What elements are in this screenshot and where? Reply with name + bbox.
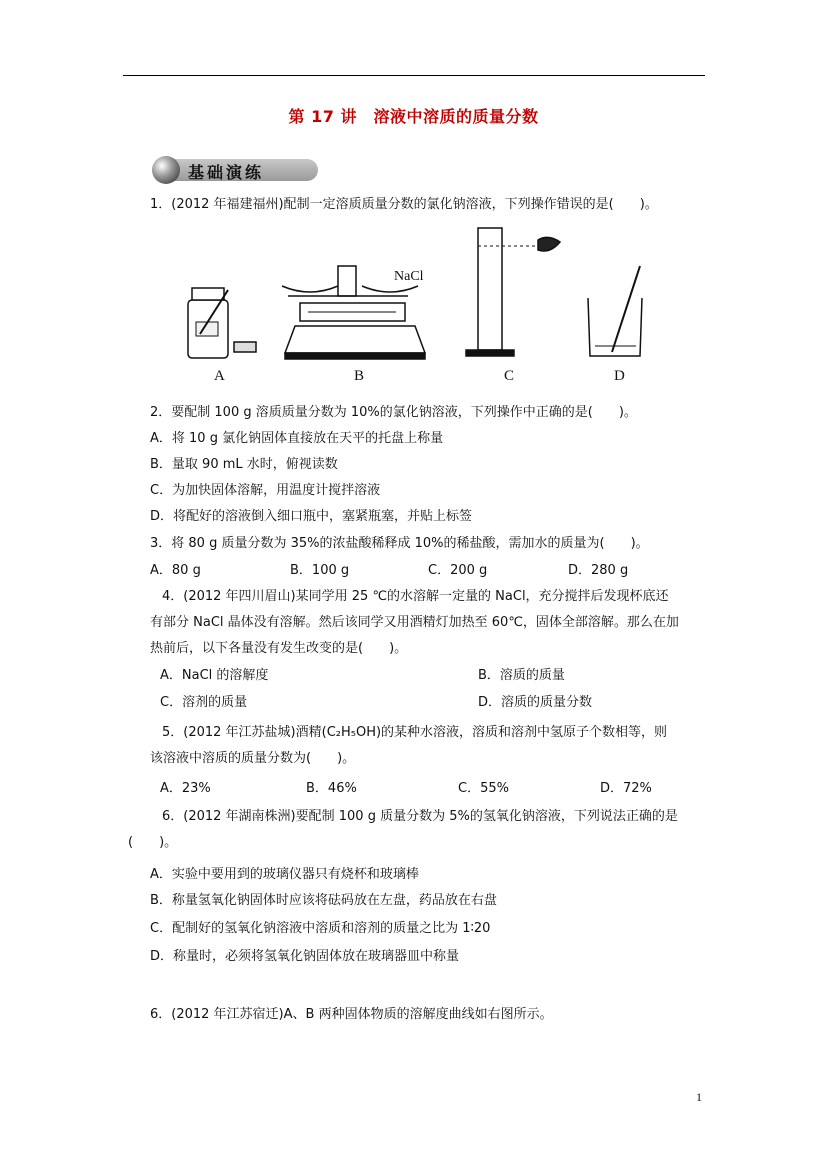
q2-option-c: C．为加快固体溶解，用温度计搅拌溶液 [150, 483, 381, 498]
banner-ball-icon [152, 156, 180, 184]
q4-option-c: C．溶剂的质量 [160, 695, 248, 710]
q3-option-a: A．80 g [150, 563, 201, 578]
apparatus-drawing [170, 218, 670, 393]
q3-option-c: C．200 g [428, 563, 488, 578]
beaker-icon [588, 266, 642, 356]
section-title: 基础演练 [188, 163, 265, 182]
figure-label-d: D [614, 368, 625, 384]
page-number: 1 [696, 1090, 702, 1104]
q3-option-b: B．100 g [290, 563, 350, 578]
question-6-line-1: 6．(2012 年湖南株洲)要配制 100 g 质量分数为 5%的氢氧化钠溶液，下列说法正确的是 [162, 809, 678, 824]
question-2: 2．要配制 100 g 溶质质量分数为 10%的氯化钠溶液，下列操作中正确的是( )。 [150, 405, 637, 420]
q6-option-a: A．实验中要用到的玻璃仪器只有烧杯和玻璃棒 [150, 867, 419, 882]
q5-option-d: D．72% [600, 781, 652, 796]
q2-option-a: A．将 10 g 氯化钠固体直接放在天平的托盘上称量 [150, 431, 444, 446]
header-rule [123, 75, 705, 76]
question-4-line-1: 4．(2012 年四川眉山)某同学用 25 ℃的水溶解一定量的 NaCl，充分搅拌后发现杯底还 [162, 589, 669, 604]
q6-option-c: C．配制好的氢氧化钠溶液中溶质和溶剂的质量之比为 1∶20 [150, 921, 491, 936]
q6-option-d: D．称量时，必须将氢氧化钠固体放在玻璃器皿中称量 [150, 949, 460, 964]
q4-option-d: D．溶质的质量分数 [478, 695, 593, 710]
figure-label-b: B [354, 368, 365, 384]
question-3: 3．将 80 g 质量分数为 35%的浓盐酸稀释成 10%的稀盐酸，需加水的质量为( )。 [150, 536, 649, 551]
question-5-line-2: 该溶液中溶质的质量分数为( )。 [150, 751, 356, 766]
nacl-label: NaCl [394, 269, 424, 284]
question-4-line-3: 热前后，以下各量没有发生改变的是( )。 [150, 641, 408, 656]
q4-option-b: B．溶质的质量 [478, 668, 565, 683]
question-4-line-2: 有部分 NaCl 晶体没有溶解。然后该同学又用酒精灯加热至 60℃，固体全部溶解。那么在加 [150, 615, 679, 630]
section-banner [150, 155, 325, 187]
page-title: 第 17 讲 溶液中溶质的质量分数 [288, 107, 539, 126]
figure-label-c: C [504, 368, 515, 384]
question-7: 6．(2012 年江苏宿迁)A、B 两种固体物质的溶解度曲线如右图所示。 [150, 1007, 553, 1022]
graduated-cylinder-icon [466, 228, 560, 356]
q6-option-b: B．称量氢氧化钠固体时应该将砝码放在左盘，药品放在右盘 [150, 893, 497, 908]
apparatus-figure [170, 218, 670, 393]
q2-option-d: D．将配好的溶液倒入细口瓶中，塞紧瓶塞，并贴上标签 [150, 509, 473, 524]
question-5-line-1: 5．(2012 年江苏盐城)酒精(C₂H₅OH)的某种水溶液，溶质和溶剂中氢原子个数相等，则 [162, 725, 668, 740]
q5-option-a: A．23% [160, 781, 211, 796]
question-1: 1．(2012 年福建福州)配制一定溶质质量分数的氯化钠溶液，下列操作错误的是( )。 [150, 197, 658, 212]
q3-option-d: D．280 g [568, 563, 629, 578]
q4-option-a: A．NaCl 的溶解度 [160, 668, 269, 683]
figure-label-a: A [214, 368, 225, 384]
question-6-line-2: ( )。 [128, 835, 178, 850]
q5-option-b: B．46% [306, 781, 357, 796]
q2-option-b: B．量取 90 mL 水时，俯视读数 [150, 457, 338, 472]
q5-option-c: C．55% [458, 781, 509, 796]
reagent-jar-icon [188, 288, 256, 358]
